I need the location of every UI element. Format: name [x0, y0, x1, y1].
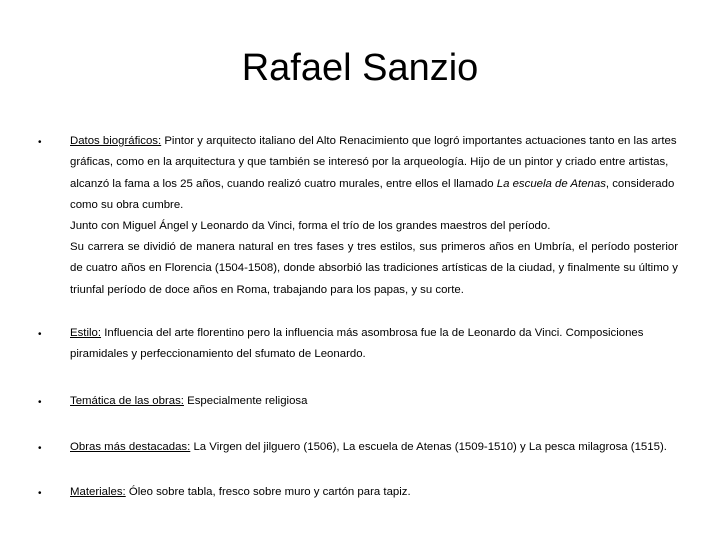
- bullet-tematica: •: [38, 397, 42, 408]
- materiales-paragraph: [70, 482, 678, 503]
- carrera-paragraph: Su carrera se dividió de manera natural en tres fases y tres estilos, sus primeros años en Umbría, el período posterior de cuatro años en Florencia (1504-1508), donde absorbió las tradiciones artísticas de la ciudad, y finalmente su último y triunfal período de doce años en Roma, trabajando para los papas, y su corte.: [70, 241, 678, 296]
- tematica-label: Temática de las obras:: [70, 395, 184, 407]
- tematica-text: Especialmente religiosa: [183, 395, 308, 407]
- materiales-label: Materiales:: [70, 486, 126, 498]
- estilo-label: Estilo:: [70, 327, 102, 339]
- slide-title: Rafael Sanzio: [241, 47, 479, 89]
- estilo-text: Influencia del arte florentino pero la influencia más asombrosa fue la de Leonardo da Vinci. Composiciones piramidales y perfeccionamiento del sfumato de Leonardo.: [70, 327, 644, 361]
- obras-paragraph: [70, 437, 678, 458]
- materiales-text: Óleo sobre tabla, fresco sobre muro y cartón para tapiz.: [125, 486, 411, 498]
- trio-maestros-paragraph: Junto con Miguel Ángel y Leonardo da Vinci, forma el trío de los grandes maestros del período.: [70, 220, 551, 232]
- estilo-paragraph: [70, 323, 678, 366]
- obras-text: La Virgen del jilguero (1506), La escuela de Atenas (1509-1510) y La pesca milagrosa (1515).: [190, 441, 667, 453]
- bullet-materiales: •: [38, 488, 42, 499]
- tematica-paragraph: [70, 391, 678, 412]
- datos-biograficos-label: Datos biográficos:: [70, 135, 162, 147]
- datos-biograficos-paragraph: [70, 131, 678, 216]
- obras-label: Obras más destacadas:: [70, 441, 191, 453]
- datos-biograficos-text-end: , considerado como su obra cumbre.: [70, 177, 675, 211]
- bullet-datos: •: [38, 137, 42, 148]
- bullet-estilo: •: [38, 329, 42, 340]
- bullet-obras: •: [38, 443, 42, 454]
- escuela-atenas-title: La escuela de Atenas: [496, 177, 606, 190]
- datos-biograficos-text: Pintor y arquitecto italiano del Alto Renacimiento que logró importantes actuaciones tanto en las artes gráficas, como en la arquitectura y que también se interesó por la arqueología. Hijo de un pintor y criado entre artistas, alcanzó la fama a los 25 años, cuando realizó cuatro murales, entre ellos el llamado: [70, 135, 677, 190]
